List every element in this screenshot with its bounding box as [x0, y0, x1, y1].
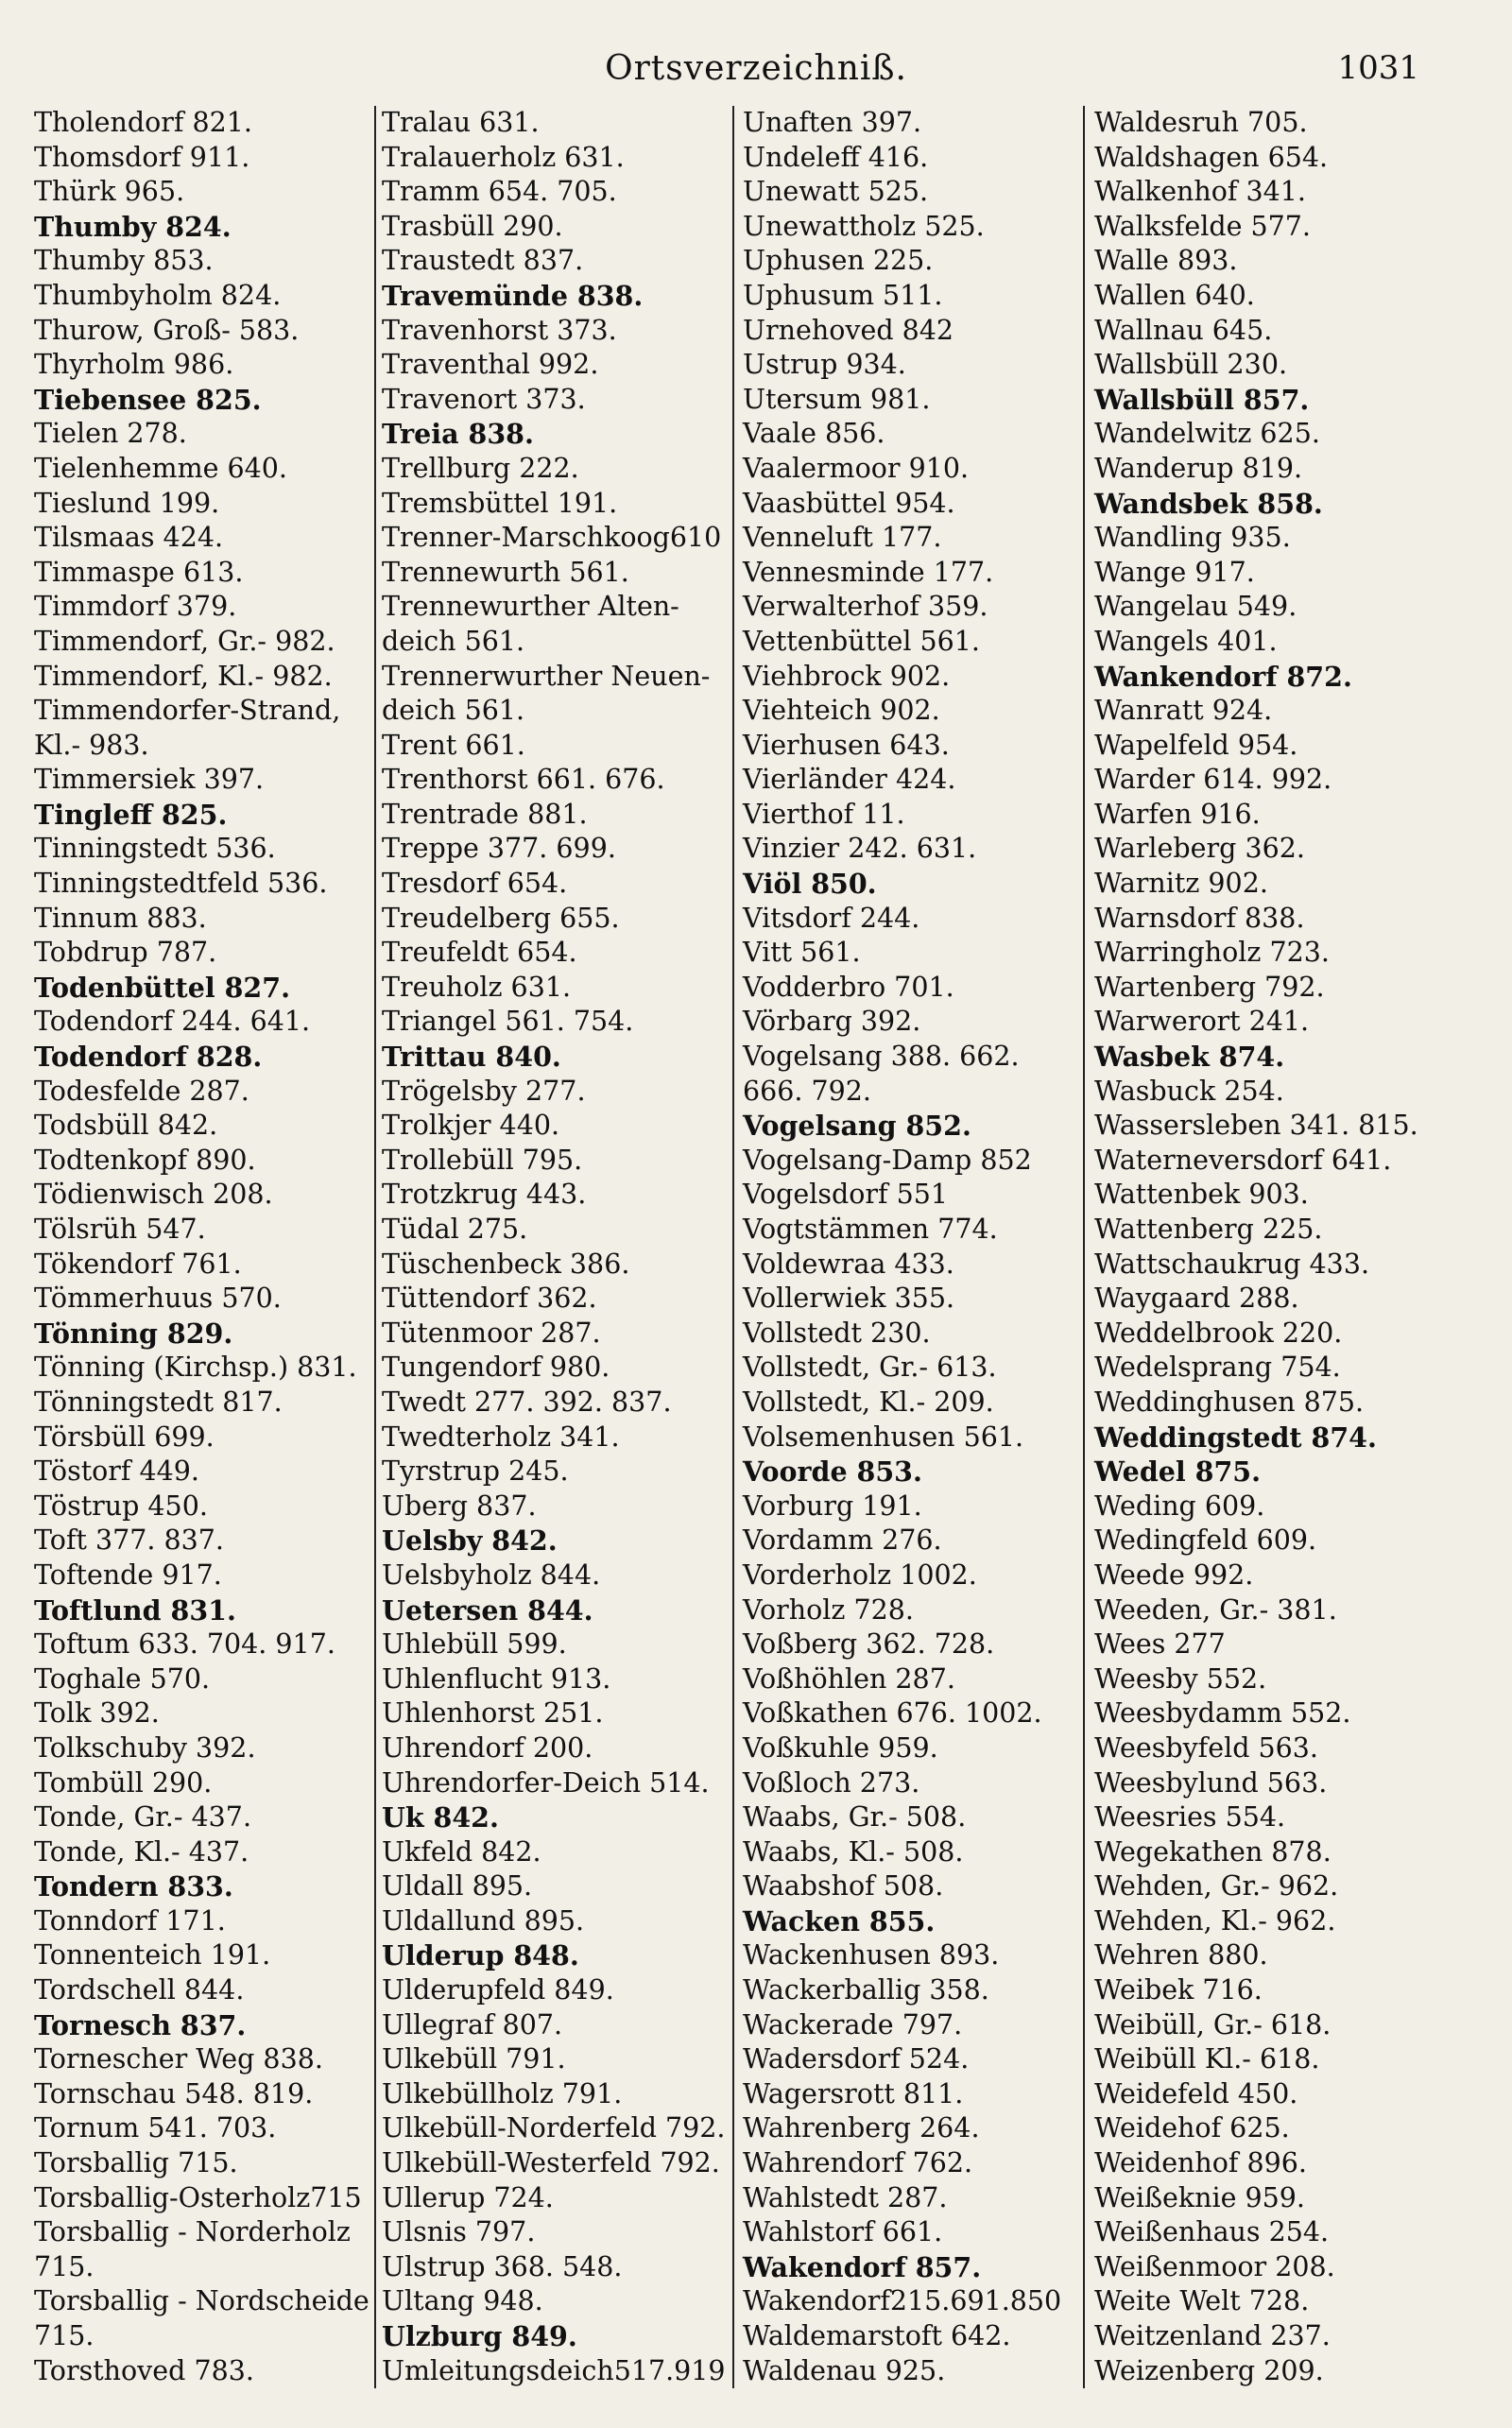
- index-entry: Voldewraa 433.: [743, 1248, 954, 1280]
- index-entry: Ukfeld 842.: [382, 1835, 541, 1868]
- index-entry: Trotzkrug 443.: [382, 1179, 587, 1211]
- index-entry: Thumby 853.: [34, 245, 214, 277]
- index-entry: Unaften 397.: [743, 107, 922, 138]
- index-entry: Tornesch 837.: [34, 2008, 247, 2041]
- index-entry: Ulkebüll-Westerfeld 792.: [382, 2147, 720, 2179]
- index-entry: Ulsnis 797.: [382, 2216, 536, 2248]
- index-entry: Toft 377. 837.: [34, 1524, 224, 1557]
- index-entry: Vollerwiek 355.: [743, 1283, 955, 1315]
- index-entry: Timmdorf 379.: [34, 591, 237, 623]
- index-entry: Tondern 833.: [34, 1870, 233, 1903]
- index-entry: Wehden, Kl.- 962.: [1094, 1904, 1336, 1937]
- index-entry: Torsballig - Norderholz: [34, 2216, 351, 2248]
- index-entry: Thumby 824.: [34, 210, 232, 243]
- index-entry: Traventhal 992.: [382, 349, 599, 381]
- index-entry: Tyrstrup 245.: [382, 1455, 569, 1488]
- index-entry: Vodderbro 701.: [743, 971, 954, 1003]
- index-entry: Ultang 948.: [382, 2285, 543, 2317]
- index-entry: Tralauerholz 631.: [382, 141, 625, 173]
- index-entry: Uphusen 225.: [743, 245, 934, 277]
- index-entry: Trent 661.: [382, 729, 525, 761]
- index-entry: Wacken 855.: [743, 1904, 936, 1937]
- index-entry: Tordschell 844.: [34, 1974, 245, 2006]
- index-entry: Tütenmoor 287.: [382, 1317, 601, 1349]
- index-column-3: [743, 106, 1079, 2388]
- page-header: [0, 43, 1512, 100]
- index-entry: Uhrendorfer-Deich 514.: [382, 1766, 710, 1799]
- index-entry: Waldesruh 705.: [1094, 107, 1308, 138]
- index-entry: Warder 614. 992.: [1094, 764, 1332, 796]
- index-entry: Warnsdorf 838.: [1094, 902, 1305, 934]
- index-entry: Wahrendorf 762.: [743, 2147, 973, 2179]
- index-entry: Weizenberg 209.: [1094, 2354, 1324, 2386]
- index-entry: Treufeldt 654.: [382, 937, 577, 969]
- index-entry: Tielen 278.: [34, 418, 187, 450]
- index-entry: Tonde, Gr.- 437.: [34, 1801, 252, 1834]
- index-entry: Urnehoved 842: [743, 314, 954, 346]
- index-entry: Tonnenteich 191.: [34, 1939, 271, 1972]
- column-divider: [1083, 106, 1085, 2388]
- index-entry: Todsbüll 842.: [34, 1110, 218, 1142]
- index-entry: Trasbüll 290.: [382, 210, 563, 242]
- index-entry: Uldallund 895.: [382, 1904, 585, 1937]
- index-entry: Vordamm 276.: [743, 1524, 942, 1557]
- index-entry: Vogelsang 852.: [743, 1110, 971, 1143]
- index-entry: Weesby 552.: [1094, 1662, 1267, 1695]
- index-entry: Wakendorf215.691.850: [743, 2285, 1062, 2317]
- index-entry: Tramm 654. 705.: [382, 176, 617, 208]
- index-entry: Wasbuck 254.: [1094, 1075, 1284, 1107]
- index-entry: Timmendorfer-Strand,: [34, 695, 341, 727]
- index-entry: Torsthoved 783.: [34, 2354, 254, 2386]
- index-entry: Wandsbek 858.: [1094, 487, 1323, 520]
- index-entry: Vaale 856.: [743, 418, 885, 450]
- index-entry: Wanderup 819.: [1094, 452, 1303, 484]
- index-entry: Voorde 853.: [743, 1455, 922, 1489]
- index-entry: Verwalterhof 359.: [743, 591, 988, 623]
- index-entry: Tonde, Kl.- 437.: [34, 1835, 249, 1868]
- index-entry: Vaasbüttel 954.: [743, 487, 955, 519]
- index-entry: Travenort 373.: [382, 383, 586, 415]
- index-entry: Uberg 837.: [382, 1490, 537, 1522]
- index-entry: Weibek 716.: [1094, 1974, 1263, 2006]
- index-entry: Weidenhof 896.: [1094, 2147, 1307, 2179]
- index-entry: Trennewurth 561.: [382, 556, 629, 588]
- index-entry: Tombüll 290.: [34, 1766, 213, 1799]
- index-entry: Weesries 554.: [1094, 1801, 1286, 1834]
- index-entry: Tielenhemme 640.: [34, 452, 287, 484]
- index-entry: Uhrendorf 200.: [382, 1731, 593, 1764]
- index-entry: Trennerwurther Neuen-: [382, 660, 711, 692]
- index-entry: Tobdrup 787.: [34, 937, 217, 969]
- index-entry: Wasbek 874.: [1094, 1041, 1285, 1074]
- index-entry: Wadersdorf 524.: [743, 2043, 970, 2075]
- index-entry: Tiebensee 825.: [34, 383, 262, 416]
- index-entry: Vorholz 728.: [743, 1593, 914, 1626]
- index-entry: Ulzburg 849.: [382, 2320, 577, 2352]
- index-entry: Todendorf 828.: [34, 1041, 263, 1074]
- index-entry: Weitzenland 237.: [1094, 2320, 1331, 2351]
- index-entry: Timmaspe 613.: [34, 556, 244, 588]
- index-entry: Vorburg 191.: [743, 1490, 922, 1522]
- index-entry: Voßkathen 676. 1002.: [743, 1697, 1042, 1730]
- index-entry: Weibüll, Gr.- 618.: [1094, 2008, 1332, 2041]
- index-entry: Treppe 377. 699.: [382, 833, 616, 865]
- index-entry: Travenhorst 373.: [382, 314, 617, 346]
- index-entry: Tönning 829.: [34, 1317, 233, 1350]
- index-entry: Weddinghusen 875.: [1094, 1386, 1365, 1418]
- index-entry: Wandelwitz 625.: [1094, 418, 1320, 450]
- index-entry: Volsemenhusen 561.: [743, 1421, 1024, 1453]
- index-entry: Timmendorf, Gr.- 982.: [34, 625, 335, 657]
- index-entry: Ustrup 934.: [743, 349, 906, 381]
- index-entry: Weesbylund 563.: [1094, 1766, 1328, 1799]
- index-entry: Tornescher Weg 838.: [34, 2043, 323, 2075]
- index-entry: Voßhöhlen 287.: [743, 1662, 955, 1695]
- index-entry: Wahlstedt 287.: [743, 2181, 948, 2213]
- index-entry: Vaalermoor 910.: [743, 452, 970, 484]
- index-entry: Vierhusen 643.: [743, 729, 950, 761]
- index-entry: deich 561.: [382, 695, 525, 727]
- column-divider: [732, 106, 734, 2388]
- index-entry: Waygaard 288.: [1094, 1283, 1299, 1315]
- index-entry: Wahlstorf 661.: [743, 2216, 943, 2248]
- index-entry: Vitt 561.: [743, 937, 861, 969]
- index-entry: Waabs, Gr.- 508.: [743, 1801, 967, 1834]
- index-entry: Toftum 633. 704. 917.: [34, 1628, 335, 1661]
- index-entry: Tolk 392.: [34, 1697, 160, 1730]
- index-entry: Vennesminde 177.: [743, 556, 994, 588]
- index-entry: Wallen 640.: [1094, 279, 1255, 311]
- index-entry: Toftende 917.: [34, 1558, 222, 1591]
- index-entry: Weibüll Kl.- 618.: [1094, 2043, 1320, 2075]
- index-entry: Wehden, Gr.- 962.: [1094, 1870, 1339, 1903]
- index-entry: Walkenhof 341.: [1094, 176, 1306, 208]
- index-entry: Vogelsang-Damp 852: [743, 1144, 1032, 1176]
- index-entry: Torsballig 715.: [34, 2147, 238, 2179]
- index-entry: Weding 609.: [1094, 1490, 1265, 1522]
- index-entry: Uelsbyholz 844.: [382, 1558, 601, 1591]
- index-entry: Vogtstämmen 774.: [743, 1214, 998, 1245]
- index-entry: Tralau 631.: [382, 107, 540, 138]
- index-entry: Weißeknie 959.: [1094, 2181, 1305, 2213]
- page-number: 1031: [1337, 49, 1419, 87]
- index-entry: Warringholz 723.: [1094, 937, 1330, 969]
- index-entry: Warfen 916.: [1094, 798, 1261, 830]
- index-entry: Tinnum 883.: [34, 902, 207, 934]
- index-entry: Toftlund 831.: [34, 1593, 236, 1627]
- index-entry: Vollstedt 230.: [743, 1317, 931, 1349]
- index-entry: Weesbyfeld 563.: [1094, 1731, 1318, 1764]
- index-entry: deich 561.: [382, 625, 525, 657]
- index-entry: Wanratt 924.: [1094, 695, 1273, 727]
- index-entry: Tüdal 275.: [382, 1214, 528, 1245]
- index-entry: Ullerup 724.: [382, 2181, 554, 2213]
- index-entry: Walle 893.: [1094, 245, 1238, 277]
- index-entry: 715.: [34, 2250, 94, 2282]
- index-entry: Uhlebüll 599.: [382, 1628, 567, 1661]
- index-entry: Wedelsprang 754.: [1094, 1352, 1341, 1384]
- index-entry: Ulkebüll-Norderfeld 792.: [382, 2112, 726, 2144]
- index-entry: Venneluft 177.: [743, 522, 942, 554]
- index-entry: Wegekathen 878.: [1094, 1835, 1332, 1868]
- index-entry: Tüschenbeck 386.: [382, 1248, 630, 1280]
- index-entry: Twedt 277. 392. 837.: [382, 1386, 672, 1418]
- index-entry: Tungendorf 980.: [382, 1352, 610, 1384]
- index-entry: Tinningstedt 536.: [34, 833, 276, 865]
- index-entry: Travemünde 838.: [382, 279, 644, 312]
- index-entry: Wange 917.: [1094, 556, 1255, 588]
- index-entry: Trögelsby 277.: [382, 1075, 586, 1107]
- index-entry: Warnitz 902.: [1094, 868, 1268, 900]
- index-entry: Wallsbüll 230.: [1094, 349, 1288, 381]
- index-entry: Uphusum 511.: [743, 279, 943, 311]
- index-entry: Wallsbüll 857.: [1094, 383, 1310, 416]
- index-entry: Uldall 895.: [382, 1870, 533, 1903]
- index-entry: Wackerballig 358.: [743, 1974, 989, 2006]
- index-entry: Tökendorf 761.: [34, 1248, 242, 1280]
- index-entry: Ulkebüll 791.: [382, 2043, 566, 2075]
- index-entry: Treuholz 631.: [382, 971, 572, 1003]
- index-entry: Uetersen 844.: [382, 1593, 593, 1627]
- index-entry: Weite Welt 728.: [1094, 2285, 1310, 2317]
- index-entry: Wehren 880.: [1094, 1939, 1268, 1972]
- index-entry: Weede 992.: [1094, 1558, 1254, 1591]
- index-entry: Uhlenflucht 913.: [382, 1662, 611, 1695]
- index-entry: Trellburg 222.: [382, 452, 579, 484]
- index-entry: Todendorf 244. 641.: [34, 1006, 311, 1038]
- index-entry: Waldshagen 654.: [1094, 141, 1329, 173]
- index-entry: Kl.- 983.: [34, 729, 149, 761]
- index-entry: Tölsrüh 547.: [34, 1214, 206, 1245]
- index-entry: Wassersleben 341. 815.: [1094, 1110, 1418, 1142]
- index-entry: Voßberg 362. 728.: [743, 1628, 995, 1661]
- index-entry: Thurow, Groß- 583.: [34, 314, 300, 346]
- index-column-1: [34, 106, 370, 2388]
- index-entry: Trolkjer 440.: [382, 1110, 560, 1142]
- index-entry: Torsballig-Osterholz715: [34, 2181, 362, 2213]
- index-entry: Vierländer 424.: [743, 764, 956, 796]
- index-entry: Twedterholz 341.: [382, 1421, 620, 1453]
- index-entry: Tresdorf 654.: [382, 868, 568, 900]
- index-entry: Triangel 561. 754.: [382, 1006, 634, 1038]
- index-entry: Tödienwisch 208.: [34, 1179, 273, 1211]
- index-entry: Vorderholz 1002.: [743, 1558, 977, 1591]
- index-entry: Toghale 570.: [34, 1662, 211, 1695]
- index-entry: Tornum 541. 703.: [34, 2112, 277, 2144]
- index-entry: Töstorf 449.: [34, 1455, 199, 1488]
- page-title: Ortsverzeichniß.: [605, 49, 907, 88]
- index-entry: Waterneversdorf 641.: [1094, 1144, 1392, 1176]
- index-column-2: [382, 106, 730, 2388]
- index-entry: Weißenhaus 254.: [1094, 2216, 1330, 2248]
- index-entry: Weesbydamm 552.: [1094, 1697, 1351, 1730]
- index-entry: Wattenberg 225.: [1094, 1214, 1323, 1245]
- index-entry: Wedingfeld 609.: [1094, 1524, 1317, 1557]
- index-entry: Treia 838.: [382, 418, 534, 451]
- index-entry: Thürk 965.: [34, 176, 185, 208]
- index-entry: Tieslund 199.: [34, 487, 220, 519]
- index-entry: Uk 842.: [382, 1801, 499, 1834]
- index-entry: Unewatt 525.: [743, 176, 929, 208]
- index-entry: Umleitungsdeich517.919: [382, 2354, 726, 2386]
- index-entry: Viehbrock 902.: [743, 660, 951, 692]
- index-entry: Torsballig - Nordscheide: [34, 2285, 369, 2317]
- index-entry: Weddelbrook 220.: [1094, 1317, 1343, 1349]
- index-entry: Wattenbek 903.: [1094, 1179, 1309, 1211]
- index-entry: Voßloch 273.: [743, 1766, 920, 1799]
- index-entry: Vogelsdorf 551: [743, 1179, 949, 1211]
- index-entry: Vörbarg 392.: [743, 1006, 921, 1038]
- index-entry: Trentrade 881.: [382, 798, 588, 830]
- index-entry: Timmersiek 397.: [34, 764, 265, 796]
- index-entry: Ulstrup 368. 548.: [382, 2250, 623, 2282]
- index-entry: Wagersrott 811.: [743, 2077, 964, 2109]
- index-entry: Wees 277: [1094, 1628, 1226, 1661]
- index-entry: Tüttendorf 362.: [382, 1283, 597, 1315]
- index-entry: Viöl 850.: [743, 868, 877, 901]
- index-entry: Tremsbüttel 191.: [382, 487, 618, 519]
- index-entry: Wahrenberg 264.: [743, 2112, 980, 2144]
- index-entry: Wackenhusen 893.: [743, 1939, 1000, 1972]
- index-entry: Waabs, Kl.- 508.: [743, 1835, 964, 1868]
- index-entry: Vierthof 11.: [743, 798, 905, 830]
- index-entry: Tinningstedtfeld 536.: [34, 868, 328, 900]
- index-entry: Trollebüll 795.: [382, 1144, 583, 1176]
- index-entry: Todtenkopf 890.: [34, 1144, 256, 1176]
- index-entry: Tönning (Kirchsp.) 831.: [34, 1352, 357, 1384]
- index-entry: Undeleff 416.: [743, 141, 929, 173]
- index-entry: Tholendorf 821.: [34, 107, 252, 138]
- index-entry: Weißenmoor 208.: [1094, 2250, 1335, 2282]
- index-entry: Vinzier 242. 631.: [743, 833, 977, 865]
- index-entry: Törsbüll 699.: [34, 1421, 215, 1453]
- index-entry: Weeden, Gr.- 381.: [1094, 1593, 1337, 1626]
- index-entry: Tornschau 548. 819.: [34, 2077, 314, 2109]
- index-entry: Tonndorf 171.: [34, 1904, 226, 1937]
- index-entry: Waldenau 925.: [743, 2354, 946, 2386]
- index-entry: Wankendorf 872.: [1094, 660, 1352, 693]
- column-divider: [374, 106, 376, 2388]
- index-entry: Wattschaukrug 433.: [1094, 1248, 1370, 1280]
- index-entry: Ulderup 848.: [382, 1939, 579, 1972]
- index-entry: Tönningstedt 817.: [34, 1386, 283, 1418]
- index-entry: Wartenberg 792.: [1094, 971, 1325, 1003]
- index-entry: Wangels 401.: [1094, 625, 1278, 657]
- index-entry: Vollstedt, Kl.- 209.: [743, 1386, 994, 1418]
- index-entry: Unewattholz 525.: [743, 210, 985, 242]
- index-entry: Thumbyholm 824.: [34, 279, 282, 311]
- index-entry: Wakendorf 857.: [743, 2250, 982, 2283]
- index-entry: Warwerort 241.: [1094, 1006, 1310, 1038]
- index-entry: Ulkebüllholz 791.: [382, 2077, 623, 2109]
- index-entry: Warleberg 362.: [1094, 833, 1305, 865]
- index-entry: Todesfelde 287.: [34, 1075, 249, 1107]
- index-entry: Vitsdorf 244.: [743, 902, 920, 934]
- index-entry: Waldemarstoft 642.: [743, 2320, 1011, 2351]
- index-entry: Tolkschuby 392.: [34, 1731, 256, 1764]
- index-entry: Wangelau 549.: [1094, 591, 1297, 623]
- index-entry: Vettenbüttel 561.: [743, 625, 980, 657]
- index-entry: 666. 792.: [743, 1075, 871, 1107]
- index-entry: Wandling 935.: [1094, 522, 1291, 554]
- index-entry: Trenthorst 661. 676.: [382, 764, 665, 796]
- index-entry: Tilsmaas 424.: [34, 522, 224, 554]
- index-entry: Viehteich 902.: [743, 695, 940, 727]
- index-entry: Tömmerhuus 570.: [34, 1283, 282, 1315]
- index-entry: Ullegraf 807.: [382, 2008, 563, 2041]
- index-entry: Todenbüttel 827.: [34, 971, 291, 1004]
- index-entry: Timmendorf, Kl.- 982.: [34, 660, 333, 692]
- index-entry: Ulderupfeld 849.: [382, 1974, 614, 2006]
- index-entry: Wedel 875.: [1094, 1455, 1262, 1489]
- index-entry: Töstrup 450.: [34, 1490, 208, 1522]
- index-entry: Vollstedt, Gr.- 613.: [743, 1352, 997, 1384]
- index-entry: Utersum 981.: [743, 383, 931, 415]
- index-entry: Trenner-Marschkoog610: [382, 522, 722, 554]
- index-entry: Trennewurther Alten-: [382, 591, 679, 623]
- index-entry: Traustedt 837.: [382, 245, 584, 277]
- index-column-4: [1094, 106, 1472, 2388]
- index-entry: Weddingstedt 874.: [1094, 1421, 1377, 1454]
- index-entry: Walksfelde 577.: [1094, 210, 1311, 242]
- index-entry: Treudelberg 655.: [382, 902, 620, 934]
- index-entry: 715.: [34, 2320, 94, 2351]
- index-entry: Wapelfeld 954.: [1094, 729, 1298, 761]
- index-entry: Vogelsang 388. 662.: [743, 1041, 1020, 1073]
- index-entry: Wallnau 645.: [1094, 314, 1273, 346]
- index-entry: Trittau 840.: [382, 1041, 561, 1074]
- index-entry: Wackerade 797.: [743, 2008, 963, 2041]
- index-entry: Weidehof 625.: [1094, 2112, 1290, 2144]
- index-entry: Waabshof 508.: [743, 1870, 944, 1903]
- index-entry: Voßkuhle 959.: [743, 1731, 938, 1764]
- index-entry: Thomsdorf 911.: [34, 141, 250, 173]
- index-entry: Thyrholm 986.: [34, 349, 234, 381]
- index-entry: Uelsby 842.: [382, 1524, 558, 1558]
- index-entry: Uhlenhorst 251.: [382, 1697, 604, 1730]
- index-entry: Tingleff 825.: [34, 798, 228, 831]
- index-entry: Weidefeld 450.: [1094, 2077, 1298, 2109]
